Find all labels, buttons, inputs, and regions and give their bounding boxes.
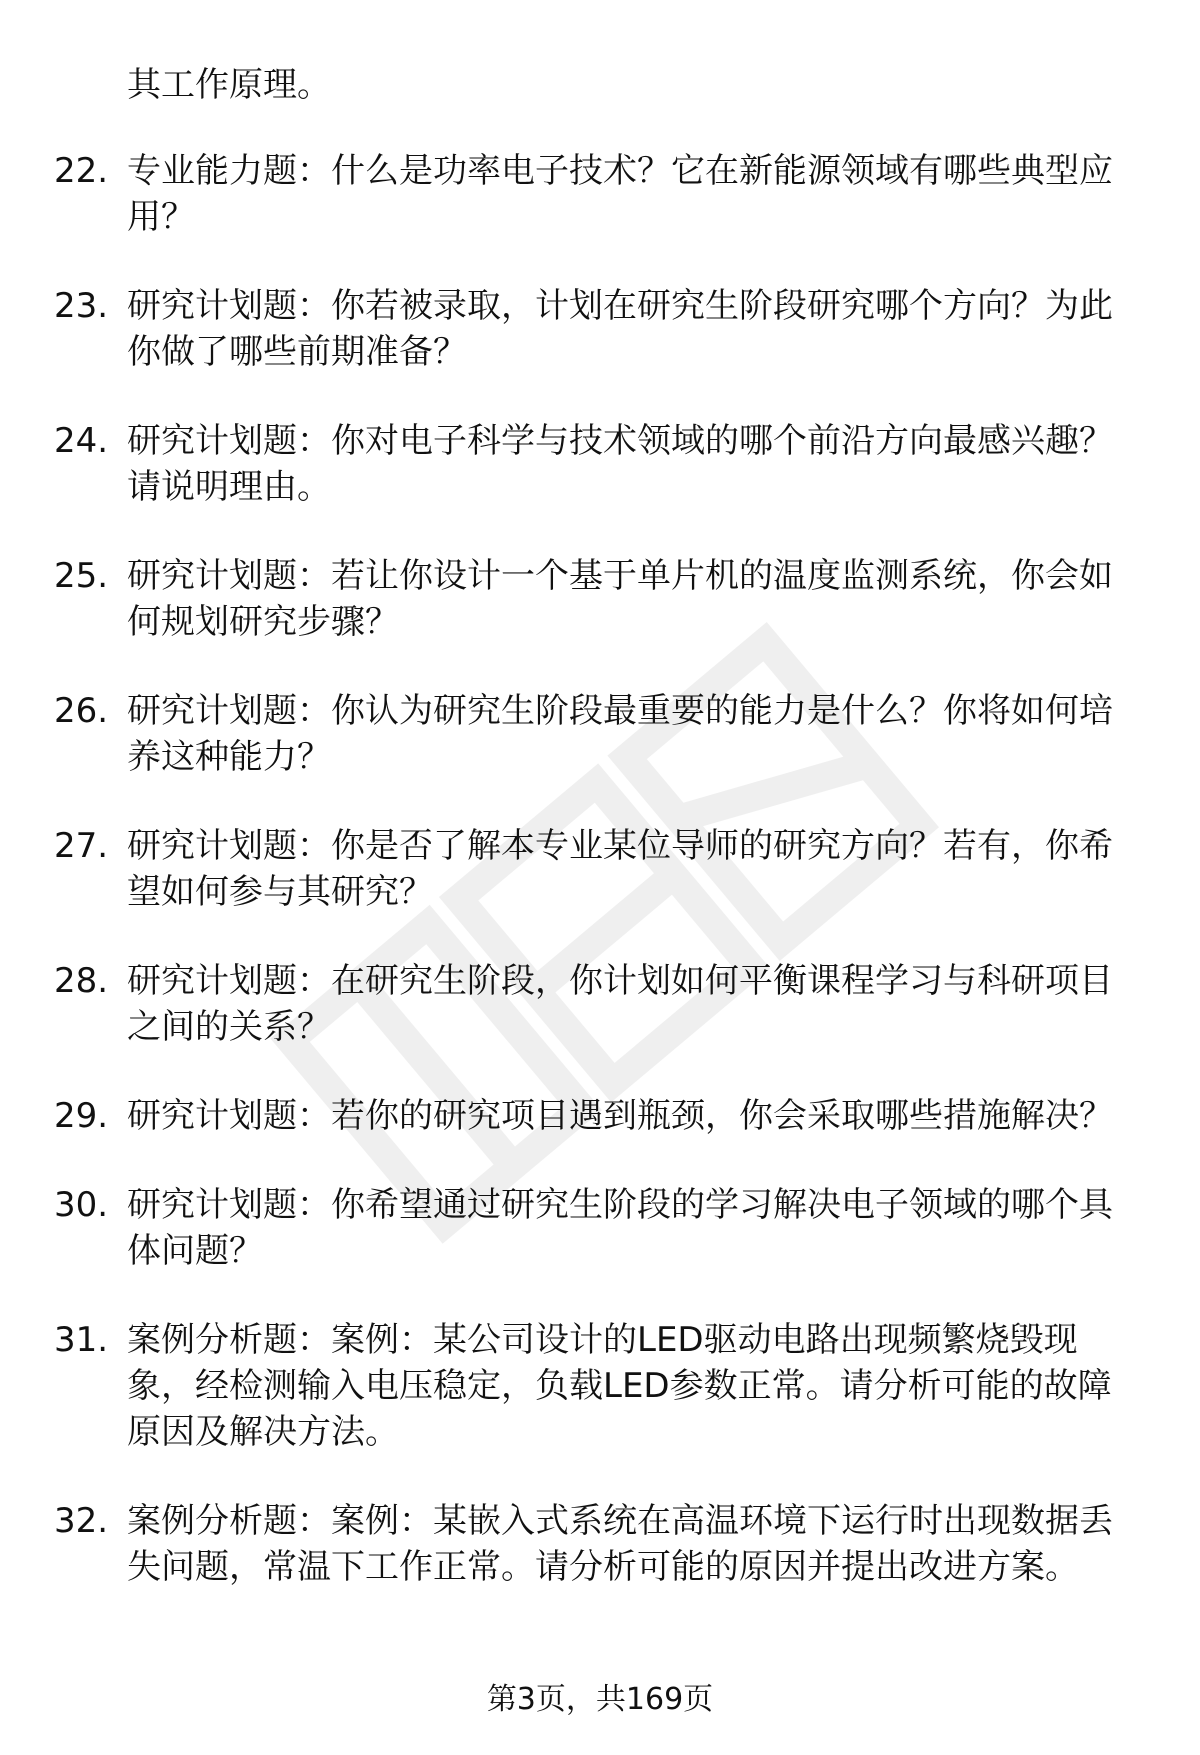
question-number: 29. — [54, 1096, 109, 1136]
continuation-text: 其工作原理。 — [127, 65, 331, 105]
question-text: 研究计划题：你若被录取，计划在研究生阶段研究哪个方向？为此你做了哪些前期准备？ — [127, 286, 1113, 372]
question-number: 28. — [54, 961, 109, 1001]
question-number: 30. — [54, 1185, 109, 1225]
question-item — [0, 553, 1200, 645]
question-item — [0, 283, 1200, 375]
question-item — [0, 1182, 1200, 1274]
question-item — [0, 688, 1200, 780]
question-number: 31. — [54, 1320, 109, 1360]
question-number: 27. — [54, 826, 109, 866]
question-item — [0, 1317, 1200, 1455]
question-number: 22. — [54, 151, 109, 191]
question-text: 案例分析题：案例：某公司设计的LED驱动电路出现频繁烧毁现象，经检测输入电压稳定，负载LED参数正常。请分析可能的故障原因及解决方法。 — [127, 1320, 1112, 1452]
question-item — [0, 1093, 1200, 1139]
question-number: 23. — [54, 286, 109, 326]
question-item — [0, 823, 1200, 915]
question-number: 25. — [54, 556, 109, 596]
question-item — [0, 418, 1200, 510]
question-item — [0, 148, 1200, 240]
question-number: 32. — [54, 1501, 109, 1541]
question-text: 研究计划题：若让你设计一个基于单片机的温度监测系统，你会如何规划研究步骤？ — [127, 556, 1113, 642]
question-item — [0, 1498, 1200, 1590]
question-list — [0, 148, 1200, 1633]
question-text: 案例分析题：案例：某嵌入式系统在高温环境下运行时出现数据丢失问题，常温下工作正常。请分析可能的原因并提出改进方案。 — [127, 1501, 1113, 1587]
page-footer: 第3页，共169页 — [486, 1682, 714, 1717]
question-number: 24. — [54, 421, 109, 461]
question-text: 研究计划题：你认为研究生阶段最重要的能力是什么？你将如何培养这种能力？ — [127, 691, 1113, 777]
question-text: 研究计划题：你是否了解本专业某位导师的研究方向？若有，你希望如何参与其研究？ — [127, 826, 1113, 912]
question-text: 研究计划题：你希望通过研究生阶段的学习解决电子领域的哪个具体问题？ — [127, 1185, 1113, 1271]
question-text: 研究计划题：若你的研究项目遇到瓶颈，你会采取哪些措施解决？ — [127, 1096, 1113, 1136]
question-text: 研究计划题：你对电子科学与技术领域的哪个前沿方向最感兴趣？请说明理由。 — [127, 421, 1113, 507]
question-number: 26. — [54, 691, 109, 731]
question-text: 研究计划题：在研究生阶段，你计划如何平衡课程学习与科研项目之间的关系？ — [127, 961, 1113, 1047]
question-text: 专业能力题：什么是功率电子技术？它在新能源领域有哪些典型应用？ — [127, 151, 1113, 237]
question-item — [0, 958, 1200, 1050]
